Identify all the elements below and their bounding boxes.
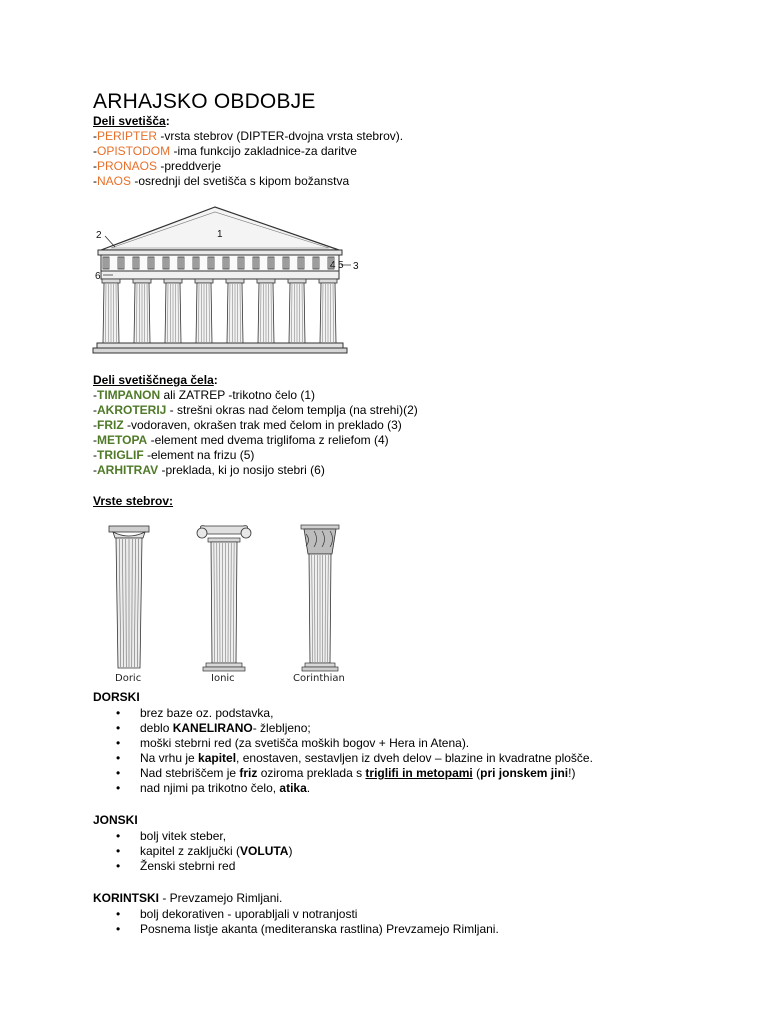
- desc: -element na frizu (5): [143, 448, 255, 462]
- heading-text: Deli svetišča: [93, 114, 166, 128]
- triglyph: [298, 257, 304, 269]
- list-item: [140, 751, 593, 766]
- capital: [195, 279, 213, 283]
- list-item: [140, 844, 292, 859]
- dash: -: [93, 174, 97, 188]
- dash: -: [93, 388, 97, 402]
- bullet: •: [116, 907, 121, 921]
- ionic-column-illustration: [197, 526, 251, 671]
- capital: [133, 279, 151, 283]
- list-item: [93, 129, 403, 144]
- list-item: [140, 781, 310, 796]
- dash: -: [93, 448, 97, 462]
- bullet: •: [116, 781, 121, 795]
- caption-corinthian: Corinthian: [293, 673, 345, 684]
- figure-label-6: 6: [95, 271, 101, 282]
- text: ): [288, 844, 293, 858]
- bullet: •: [116, 844, 121, 858]
- capital: [288, 279, 306, 283]
- capital: [164, 279, 182, 283]
- dash: -: [93, 159, 97, 173]
- triglyph: [193, 257, 199, 269]
- capital: [102, 279, 120, 283]
- heading-after: - Prevzamejo Rimljani.: [159, 891, 283, 905]
- text: , enostaven, sestavljen iz dveh delov – blazine in kvadratne plošče.: [236, 751, 593, 765]
- term: AKROTERIJ: [97, 403, 167, 417]
- list-item: [93, 174, 349, 189]
- triglyph: [163, 257, 169, 269]
- caption-ionic: Ionic: [211, 673, 235, 684]
- bullet: •: [116, 766, 121, 780]
- text: deblo: [140, 721, 173, 735]
- desc: -preddverje: [157, 159, 222, 173]
- triglyph: [133, 257, 139, 269]
- triglyph: [178, 257, 184, 269]
- doric-column-illustration: [109, 526, 149, 668]
- list-item: [93, 448, 254, 463]
- section-heading-jonski: JONSKI: [93, 813, 138, 827]
- list-item: [93, 144, 357, 159]
- list-item: Ženski stebrni red: [140, 859, 236, 873]
- desc: ali ZATREP -trikotno čelo (1): [160, 388, 316, 402]
- triglyph: [238, 257, 244, 269]
- list-item: Posnema listje akanta (mediteranska rastlina) Prevzamejo Rimljani.: [140, 922, 499, 936]
- section-heading-korintski: [93, 891, 282, 906]
- dash: -: [93, 463, 97, 477]
- triglyph: [223, 257, 229, 269]
- list-item: [93, 159, 221, 174]
- caption-doric: Doric: [115, 673, 142, 684]
- desc: - strešni okras nad čelom templja (na strehi)(2): [166, 403, 418, 417]
- text: Na vrhu je: [140, 751, 199, 765]
- dash: -: [93, 144, 97, 158]
- term: TIMPANON: [97, 388, 161, 402]
- text-bold: pri jonskem jini: [480, 766, 569, 780]
- text: .: [306, 781, 311, 795]
- triglyph: [118, 257, 124, 269]
- text-bold: VOLUTA: [240, 844, 289, 858]
- list-item: [140, 766, 575, 781]
- triglyph: [103, 257, 109, 269]
- list-item: brez baze oz. podstavka,: [140, 706, 274, 720]
- term: FRIZ: [97, 418, 124, 432]
- bullet: •: [116, 706, 121, 720]
- figure-label-5: 5: [338, 260, 344, 271]
- desc: -vrsta stebrov (DIPTER-dvojna vrsta stebrov).: [157, 129, 404, 143]
- term: NAOS: [97, 174, 132, 188]
- section-heading-vrste-stebrov: Vrste stebrov:: [93, 494, 174, 508]
- term: TRIGLIF: [97, 448, 144, 462]
- section-heading-dorski: DORSKI: [93, 690, 140, 704]
- triglyph: [148, 257, 154, 269]
- text-bold: kapitel: [198, 751, 237, 765]
- capital: [319, 279, 337, 283]
- heading-colon: :: [213, 373, 218, 387]
- dash: -: [93, 433, 97, 447]
- triglyph: [208, 257, 214, 269]
- text: - žlebljeno;: [252, 721, 311, 735]
- term: METOPA: [97, 433, 148, 447]
- bullet: •: [116, 859, 121, 873]
- text: Nad stebriščem je: [140, 766, 240, 780]
- bullet: •: [116, 922, 121, 936]
- heading-text: Deli svetiščnega čela: [93, 373, 214, 387]
- section-heading-deli-svetisca: [93, 114, 170, 129]
- desc: -vodoraven, okrašen trak med čelom in preklado (3): [123, 418, 402, 432]
- list-item: [93, 388, 315, 403]
- triglyph: [283, 257, 289, 269]
- text: !): [568, 766, 576, 780]
- text-bold: friz: [239, 766, 258, 780]
- triglyph: [268, 257, 274, 269]
- bullet: •: [116, 721, 121, 735]
- section-heading-deli-cela: [93, 373, 218, 388]
- figure-label-3: 3: [353, 261, 359, 272]
- list-item: [93, 433, 389, 448]
- bullet: •: [116, 751, 121, 765]
- list-item: [93, 463, 325, 478]
- desc: -element med dvema triglifoma z reliefom (4): [147, 433, 389, 447]
- desc: -preklada, ki jo nosijo stebri (6): [158, 463, 325, 477]
- desc: -osrednji del svetišča s kipom božanstva: [131, 174, 350, 188]
- text-bold-underline: triglifi in metopami: [365, 766, 473, 780]
- corinthian-column-illustration: [301, 525, 339, 671]
- list-item: moški stebrni red (za svetišča moških bogov + Hera in Atena).: [140, 736, 470, 750]
- heading-colon: :: [165, 114, 170, 128]
- list-item: [93, 418, 402, 433]
- column-orders-figure: [93, 520, 355, 685]
- capital: [226, 279, 244, 283]
- capital: [257, 279, 275, 283]
- dash: -: [93, 129, 97, 143]
- triglyph: [253, 257, 259, 269]
- heading-text: KORINTSKI: [93, 891, 159, 905]
- list-item: bolj dekorativen - uporabljali v notranjosti: [140, 907, 358, 921]
- text: (: [472, 766, 481, 780]
- list-item: bolj vitek steber,: [140, 829, 227, 843]
- list-item: [140, 721, 311, 736]
- bullet: •: [116, 829, 121, 843]
- figure-label-4: 4: [330, 260, 336, 271]
- list-item: [93, 403, 418, 418]
- text: oziroma preklada s: [257, 766, 366, 780]
- figure-label-1: 1: [217, 229, 223, 240]
- text: nad njimi pa trikotno čelo,: [140, 781, 280, 795]
- dash: -: [93, 418, 97, 432]
- term: ARHITRAV: [97, 463, 159, 477]
- figure-label-2: 2: [96, 230, 102, 241]
- text-bold: KANELIRANO: [172, 721, 253, 735]
- term: OPISTODOM: [97, 144, 171, 158]
- text: kapitel z zaključki (: [140, 844, 241, 858]
- temple-facade-figure: [93, 203, 368, 355]
- page-title: ARHAJSKO OBDOBJE: [93, 90, 316, 113]
- dash: -: [93, 403, 97, 417]
- triglyph: [313, 257, 319, 269]
- desc: -ima funkcijo zakladnice-za daritve: [170, 144, 357, 158]
- bullet: •: [116, 736, 121, 750]
- term: PERIPTER: [97, 129, 158, 143]
- term: PRONAOS: [97, 159, 158, 173]
- text-bold: atika: [279, 781, 307, 795]
